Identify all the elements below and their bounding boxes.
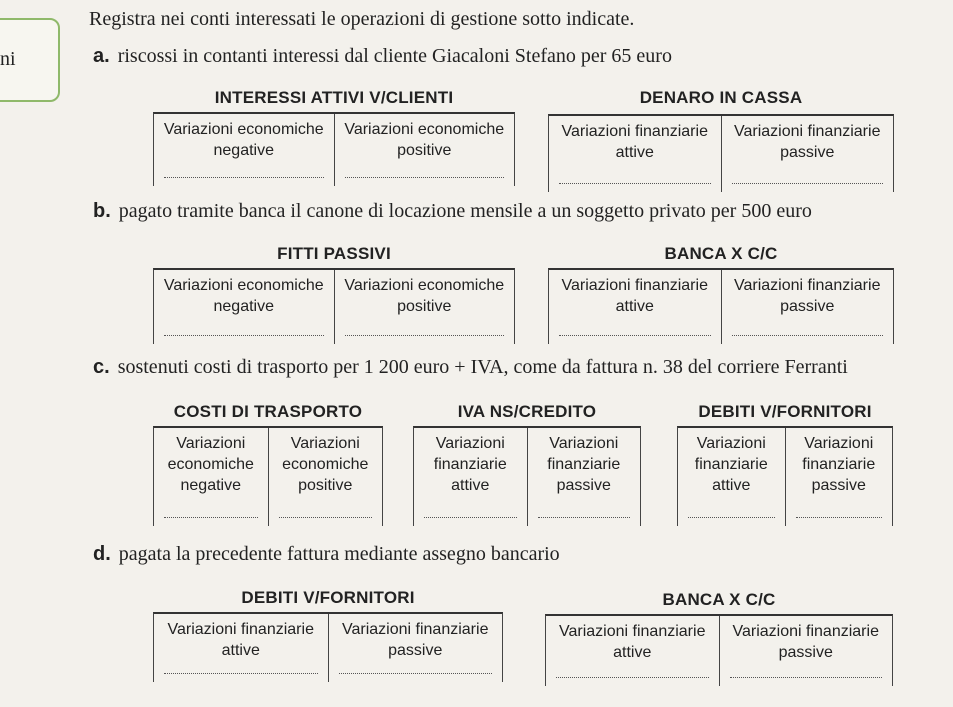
account-title: DEBITI V/FORNITORI: [698, 402, 872, 421]
entry-line[interactable]: [796, 517, 883, 518]
t-account-banca-x-cc: [545, 590, 893, 686]
column-label: Variazioni finanziarie attive: [167, 621, 314, 659]
column-label: Variazioni finanziarie attive: [561, 123, 708, 161]
debit-side: [154, 114, 334, 186]
entry-line[interactable]: [424, 517, 517, 518]
column-label: Variazioni finanziarie attive: [559, 623, 706, 661]
entry-line[interactable]: [556, 677, 709, 678]
account-title: BANCA X C/C: [664, 244, 778, 263]
t-account-costi-di-trasporto: [153, 402, 383, 526]
credit-side: [268, 428, 383, 526]
column-label: Variazioni finanziarie passive: [342, 621, 489, 659]
credit-side: [721, 270, 894, 344]
credit-side: [334, 270, 515, 344]
entry-line[interactable]: [164, 673, 318, 674]
account-title: DEBITI V/FORNITORI: [241, 588, 415, 607]
debit-side: [154, 614, 328, 682]
entry-line[interactable]: [339, 673, 493, 674]
credit-side: [334, 114, 515, 186]
debit-side: [414, 428, 527, 526]
column-label: Variazioni finanziarie attive: [694, 435, 768, 494]
column-label: Variazioni finanziarie passive: [734, 123, 881, 161]
step-a: [93, 45, 672, 68]
account-title: INTERESSI ATTIVI V/CLIENTI: [214, 88, 454, 107]
exercise-instruction: Registra nei conti interessati le operazioni di gestione sotto indicate.: [89, 8, 635, 30]
column-label: Variazioni economiche negative: [163, 121, 324, 159]
step-b: [93, 200, 812, 223]
t-account-debiti-v-fornitori: [677, 402, 893, 526]
entry-line[interactable]: [732, 335, 884, 336]
step-b-text: pagato tramite banca il canone di locazione mensile a un soggetto privato per 500 euro: [118, 200, 812, 222]
step-c-letter: c.: [93, 356, 110, 378]
entry-line[interactable]: [164, 177, 324, 178]
debit-side: [546, 616, 719, 686]
entry-line[interactable]: [164, 517, 258, 518]
entry-line[interactable]: [345, 335, 505, 336]
column-label: Variazioni economiche positive: [344, 121, 505, 159]
credit-side: [785, 428, 893, 526]
credit-side: [721, 116, 894, 192]
t-account-interessi-attivi: [153, 88, 515, 186]
entry-line[interactable]: [732, 183, 884, 184]
column-label: Variazioni economiche positive: [344, 277, 505, 315]
step-a-text: riscossi in contanti interessi dal cliente Giacaloni Stefano per 65 euro: [117, 45, 672, 67]
entry-line[interactable]: [345, 177, 505, 178]
account-title: IVA NS/CREDITO: [457, 402, 597, 421]
entry-line[interactable]: [688, 517, 775, 518]
account-title: COSTI DI TRASPORTO: [173, 402, 363, 421]
credit-side: [527, 428, 641, 526]
debit-side: [154, 428, 268, 526]
entry-line[interactable]: [538, 517, 631, 518]
step-c: [93, 356, 848, 379]
credit-side: [719, 616, 893, 686]
account-title: BANCA X C/C: [662, 590, 776, 609]
t-account-iva-ns-credito: [413, 402, 641, 526]
entry-line[interactable]: [279, 517, 373, 518]
account-title: FITTI PASSIVI: [277, 244, 391, 263]
column-label: Variazioni finanziarie passive: [734, 277, 881, 315]
column-label: Variazioni finanziarie attive: [561, 277, 708, 315]
t-account-fitti-passivi: [153, 244, 515, 344]
column-label: Variazioni economiche negative: [167, 435, 254, 494]
entry-line[interactable]: [730, 677, 883, 678]
step-d-letter: d.: [93, 543, 111, 565]
column-label: Variazioni economiche positive: [282, 435, 369, 494]
column-label: Variazioni finanziarie passive: [547, 435, 621, 494]
column-label: Variazioni finanziarie passive: [802, 435, 876, 494]
t-account-denaro-in-cassa: [548, 88, 894, 192]
credit-side: [328, 614, 503, 682]
step-b-letter: b.: [93, 200, 111, 222]
column-label: Variazioni finanziarie attive: [433, 435, 507, 494]
column-label: Variazioni finanziarie passive: [732, 623, 879, 661]
step-a-letter: a.: [93, 45, 110, 67]
t-account-banca-x-cc: [548, 244, 894, 344]
t-account-debiti-v-fornitori: [153, 588, 503, 682]
debit-side: [678, 428, 785, 526]
step-d-text: pagata la precedente fattura mediante assegno bancario: [118, 543, 560, 565]
debit-side: [549, 270, 721, 344]
debit-side: [549, 116, 721, 192]
entry-line[interactable]: [559, 335, 711, 336]
step-d: [93, 543, 560, 566]
account-title: DENARO IN CASSA: [639, 88, 803, 107]
step-c-text: sostenuti costi di trasporto per 1 200 euro + IVA, come da fattura n. 38 del corriere Ferranti: [117, 356, 848, 378]
debit-side: [154, 270, 334, 344]
entry-line[interactable]: [164, 335, 324, 336]
entry-line[interactable]: [559, 183, 711, 184]
column-label: Variazioni economiche negative: [163, 277, 324, 315]
margin-text: ni: [0, 48, 16, 70]
